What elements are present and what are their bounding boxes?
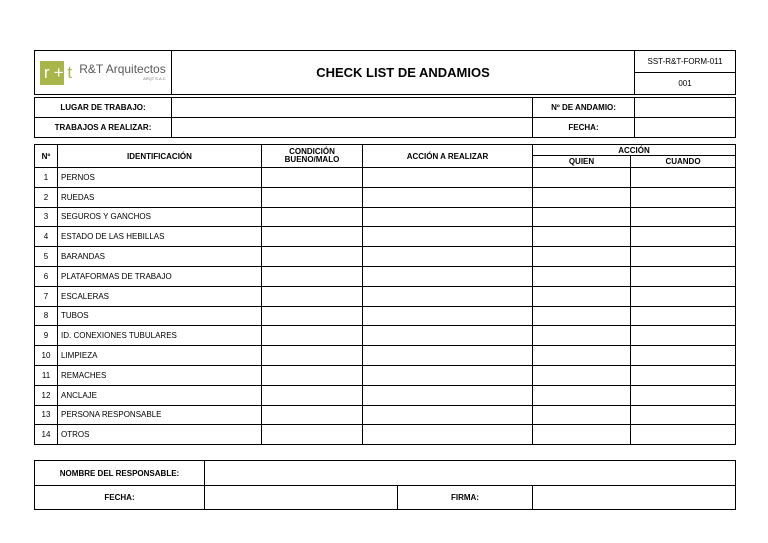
work-info-table (34, 97, 736, 138)
row-identificacion: BARANDAS (58, 247, 262, 267)
checklist-row (35, 286, 736, 306)
row-quien[interactable] (533, 187, 631, 207)
row-cuando[interactable] (631, 187, 736, 207)
row-identificacion: PERNOS (58, 168, 262, 188)
header-condicion-sub: BUENO/MALO (284, 155, 340, 164)
row-cuando[interactable] (631, 425, 736, 445)
row-identificacion: REMACHES (58, 365, 262, 385)
checklist-row (35, 207, 736, 227)
footer-fecha-field[interactable] (205, 486, 398, 510)
checklist-row (35, 168, 736, 188)
fecha-field[interactable] (635, 118, 736, 138)
header-accion-realizar: ACCIÓN A REALIZAR (363, 145, 533, 168)
row-quien[interactable] (533, 405, 631, 425)
header-identificacion: IDENTIFICACIÓN (58, 145, 262, 168)
checklist-row (35, 227, 736, 247)
row-number: 13 (35, 405, 58, 425)
row-cuando[interactable] (631, 385, 736, 405)
row-number: 5 (35, 247, 58, 267)
lugar-field[interactable] (172, 98, 533, 118)
row-identificacion: RUEDAS (58, 187, 262, 207)
row-accion-realizar[interactable] (363, 425, 533, 445)
footer-fecha-label: FECHA: (35, 486, 205, 510)
row-number: 6 (35, 266, 58, 286)
form-number: 001 (635, 73, 736, 95)
row-identificacion: LIMPIEZA (58, 346, 262, 366)
checklist-table (34, 144, 736, 445)
row-quien[interactable] (533, 168, 631, 188)
row-cuando[interactable] (631, 346, 736, 366)
row-identificacion: ID. CONEXIONES TUBULARES (58, 326, 262, 346)
row-accion-realizar[interactable] (363, 227, 533, 247)
row-quien[interactable] (533, 247, 631, 267)
row-condicion[interactable] (262, 247, 363, 267)
header-condicion-label: CONDICIÓN (289, 147, 335, 156)
row-condicion[interactable] (262, 425, 363, 445)
row-identificacion: PLATAFORMAS DE TRABAJO (58, 266, 262, 286)
row-accion-realizar[interactable] (363, 346, 533, 366)
row-condicion[interactable] (262, 326, 363, 346)
row-cuando[interactable] (631, 306, 736, 326)
row-number: 1 (35, 168, 58, 188)
checklist-row (35, 346, 736, 366)
row-accion-realizar[interactable] (363, 405, 533, 425)
checklist-row (35, 425, 736, 445)
row-accion-realizar[interactable] (363, 247, 533, 267)
row-identificacion: SEGUROS Y GANCHOS (58, 207, 262, 227)
row-condicion[interactable] (262, 405, 363, 425)
row-number: 11 (35, 365, 58, 385)
row-accion-realizar[interactable] (363, 286, 533, 306)
row-condicion[interactable] (262, 207, 363, 227)
row-identificacion: PERSONA RESPONSABLE (58, 405, 262, 425)
andamio-field[interactable] (635, 98, 736, 118)
row-accion-realizar[interactable] (363, 365, 533, 385)
form-title: CHECK LIST DE ANDAMIOS (172, 51, 635, 95)
row-quien[interactable] (533, 365, 631, 385)
form-code: SST-R&T-FORM-011 (635, 51, 736, 73)
company-subtitle: ARQT S.A.C (143, 76, 166, 81)
row-quien[interactable] (533, 227, 631, 247)
responsable-field[interactable] (205, 461, 736, 486)
row-accion-realizar[interactable] (363, 385, 533, 405)
row-number: 14 (35, 425, 58, 445)
checklist-row (35, 306, 736, 326)
row-identificacion: TUBOS (58, 306, 262, 326)
row-number: 2 (35, 187, 58, 207)
checklist-row (35, 326, 736, 346)
row-number: 4 (35, 227, 58, 247)
row-condicion[interactable] (262, 385, 363, 405)
checklist-row (35, 187, 736, 207)
row-condicion[interactable] (262, 266, 363, 286)
row-condicion[interactable] (262, 168, 363, 188)
row-quien[interactable] (533, 425, 631, 445)
trabajos-field[interactable] (172, 118, 533, 138)
row-identificacion: ESCALERAS (58, 286, 262, 306)
row-cuando[interactable] (631, 405, 736, 425)
row-accion-realizar[interactable] (363, 187, 533, 207)
header-quien: QUIEN (533, 156, 631, 168)
row-cuando[interactable] (631, 266, 736, 286)
row-condicion[interactable] (262, 187, 363, 207)
logo-mark (40, 61, 75, 85)
firma-field[interactable] (533, 486, 736, 510)
row-number: 9 (35, 326, 58, 346)
company-logo (35, 52, 171, 94)
header-accion: ACCIÓN (533, 145, 736, 156)
header-num: Nº (35, 145, 58, 168)
row-number: 10 (35, 346, 58, 366)
row-quien[interactable] (533, 326, 631, 346)
row-number: 12 (35, 385, 58, 405)
row-condicion[interactable] (262, 286, 363, 306)
checklist-row (35, 385, 736, 405)
fecha-label: FECHA: (533, 118, 635, 138)
logo-mark-r: r (40, 61, 53, 85)
firma-label: FIRMA: (398, 486, 533, 510)
row-quien[interactable] (533, 286, 631, 306)
checklist-row (35, 266, 736, 286)
checklist-row (35, 365, 736, 385)
row-accion-realizar[interactable] (363, 306, 533, 326)
lugar-label: LUGAR DE TRABAJO: (35, 98, 172, 118)
row-cuando[interactable] (631, 227, 736, 247)
checklist-row (35, 405, 736, 425)
row-quien[interactable] (533, 306, 631, 326)
logo-cell (35, 51, 172, 95)
row-cuando[interactable] (631, 207, 736, 227)
row-accion-realizar[interactable] (363, 207, 533, 227)
row-number: 8 (35, 306, 58, 326)
header-condicion (262, 145, 363, 168)
row-quien[interactable] (533, 266, 631, 286)
row-accion-realizar[interactable] (363, 168, 533, 188)
row-accion-realizar[interactable] (363, 326, 533, 346)
row-cuando[interactable] (631, 168, 736, 188)
row-accion-realizar[interactable] (363, 266, 533, 286)
row-identificacion: OTROS (58, 425, 262, 445)
checklist-row (35, 247, 736, 267)
row-identificacion: ESTADO DE LAS HEBILLAS (58, 227, 262, 247)
row-condicion[interactable] (262, 365, 363, 385)
row-condicion[interactable] (262, 227, 363, 247)
row-cuando[interactable] (631, 326, 736, 346)
row-number: 7 (35, 286, 58, 306)
row-cuando[interactable] (631, 365, 736, 385)
row-condicion[interactable] (262, 306, 363, 326)
checklist-rows (35, 168, 736, 445)
row-quien[interactable] (533, 346, 631, 366)
footer-table (34, 460, 736, 510)
row-cuando[interactable] (631, 286, 736, 306)
logo-mark-plus: + (53, 61, 64, 85)
trabajos-label: TRABAJOS A REALIZAR: (35, 118, 172, 138)
header-cuando: CUANDO (631, 156, 736, 168)
andamio-label: Nº DE ANDAMIO: (533, 98, 635, 118)
row-number: 3 (35, 207, 58, 227)
row-quien[interactable] (533, 207, 631, 227)
form-header (34, 50, 736, 95)
company-name: R&T Arquitectos (79, 62, 166, 76)
row-quien[interactable] (533, 385, 631, 405)
logo-mark-t: t (64, 61, 75, 85)
row-cuando[interactable] (631, 247, 736, 267)
row-identificacion: ANCLAJE (58, 385, 262, 405)
row-condicion[interactable] (262, 346, 363, 366)
responsable-label: NOMBRE DEL RESPONSABLE: (35, 461, 205, 486)
